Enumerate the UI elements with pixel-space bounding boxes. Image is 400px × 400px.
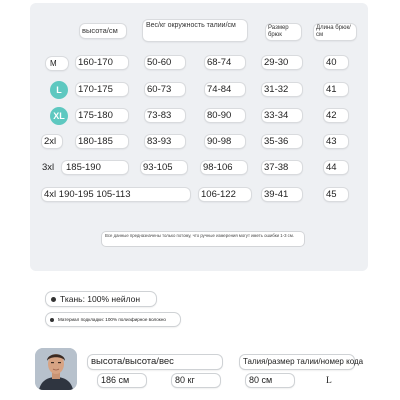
- model-label-left: высота/высота/вес: [88, 355, 222, 369]
- pants-length-cell: 40: [324, 56, 348, 69]
- model-avatar: [35, 348, 77, 390]
- pants-size-cell: 31-32: [262, 83, 302, 96]
- weight-cell: 73-83: [145, 109, 185, 122]
- height-cell: 180-185: [76, 135, 128, 148]
- model-waist: 80 см: [246, 374, 294, 387]
- weight-cell: 83-93: [145, 135, 185, 148]
- size-badge-l: L: [50, 81, 68, 99]
- header-pants-size: Размер брюк: [266, 24, 301, 40]
- weight-cell: 60-73: [145, 83, 185, 96]
- pants-size-cell: 29-30: [262, 56, 302, 69]
- pants-size-cell: 39-41: [262, 188, 302, 201]
- bullet-icon: [50, 318, 54, 322]
- measurement-note: Все данные предназначены только потому, что ручные измерения могут иметь ошибки 1-3 см.: [102, 232, 304, 246]
- fabric-text: Ткань: 100% нейлон: [60, 294, 141, 304]
- fabric-info: [46, 292, 156, 306]
- size-label-4xl: [42, 188, 190, 201]
- waist-cell: 98-106: [201, 161, 247, 174]
- header-pants-length: Длина брюк/см: [314, 24, 356, 40]
- pants-length-cell: 42: [324, 109, 348, 122]
- pants-size-cell: 35-36: [262, 135, 302, 148]
- pants-length-cell: 45: [324, 188, 348, 201]
- model-height: 186 см: [98, 374, 146, 387]
- height-cell: 170-175: [76, 83, 128, 96]
- weight-cell: 93-105: [141, 161, 187, 174]
- size-badge-xl: XL: [50, 107, 68, 125]
- size-label-m: M: [46, 57, 68, 70]
- pants-length-cell: 43: [324, 135, 348, 148]
- waist-cell: 106-122: [199, 188, 251, 201]
- height-cell: 185-190: [62, 161, 128, 174]
- waist-cell: 74-84: [205, 83, 245, 96]
- lining-text: Материал подкладки: 100% полиэфирное волокно: [58, 317, 166, 322]
- waist-cell: 68-74: [205, 56, 245, 69]
- model-label-right: Талия/размер талии/номер кода: [240, 355, 354, 369]
- pants-size-cell: 33-34: [262, 109, 302, 122]
- height-cell: 175-180: [76, 109, 128, 122]
- weight-cell: 105-113: [96, 189, 131, 200]
- model-code: L: [326, 376, 332, 386]
- header-weight-waist: Вес/кг окружность талии/см: [143, 20, 247, 41]
- lining-info: [46, 313, 180, 326]
- pants-length-cell: 41: [324, 83, 348, 96]
- weight-cell: 50-60: [145, 56, 185, 69]
- bullet-icon: [51, 297, 56, 302]
- pants-length-cell: 44: [324, 161, 348, 174]
- height-cell: 190-195: [58, 189, 94, 200]
- header-height: высота/см: [80, 24, 126, 38]
- height-cell: 160-170: [76, 56, 128, 69]
- waist-cell: 90-98: [205, 135, 245, 148]
- size-label-3xl: 3xl: [42, 162, 55, 173]
- model-weight: 80 кг: [172, 374, 220, 387]
- size-label-2xl: 2xl: [42, 135, 62, 148]
- waist-cell: 80-90: [205, 109, 245, 122]
- pants-size-cell: 37-38: [262, 161, 302, 174]
- size-label-4xl-text: 4xl: [44, 189, 57, 200]
- person-photo-icon: [35, 348, 77, 390]
